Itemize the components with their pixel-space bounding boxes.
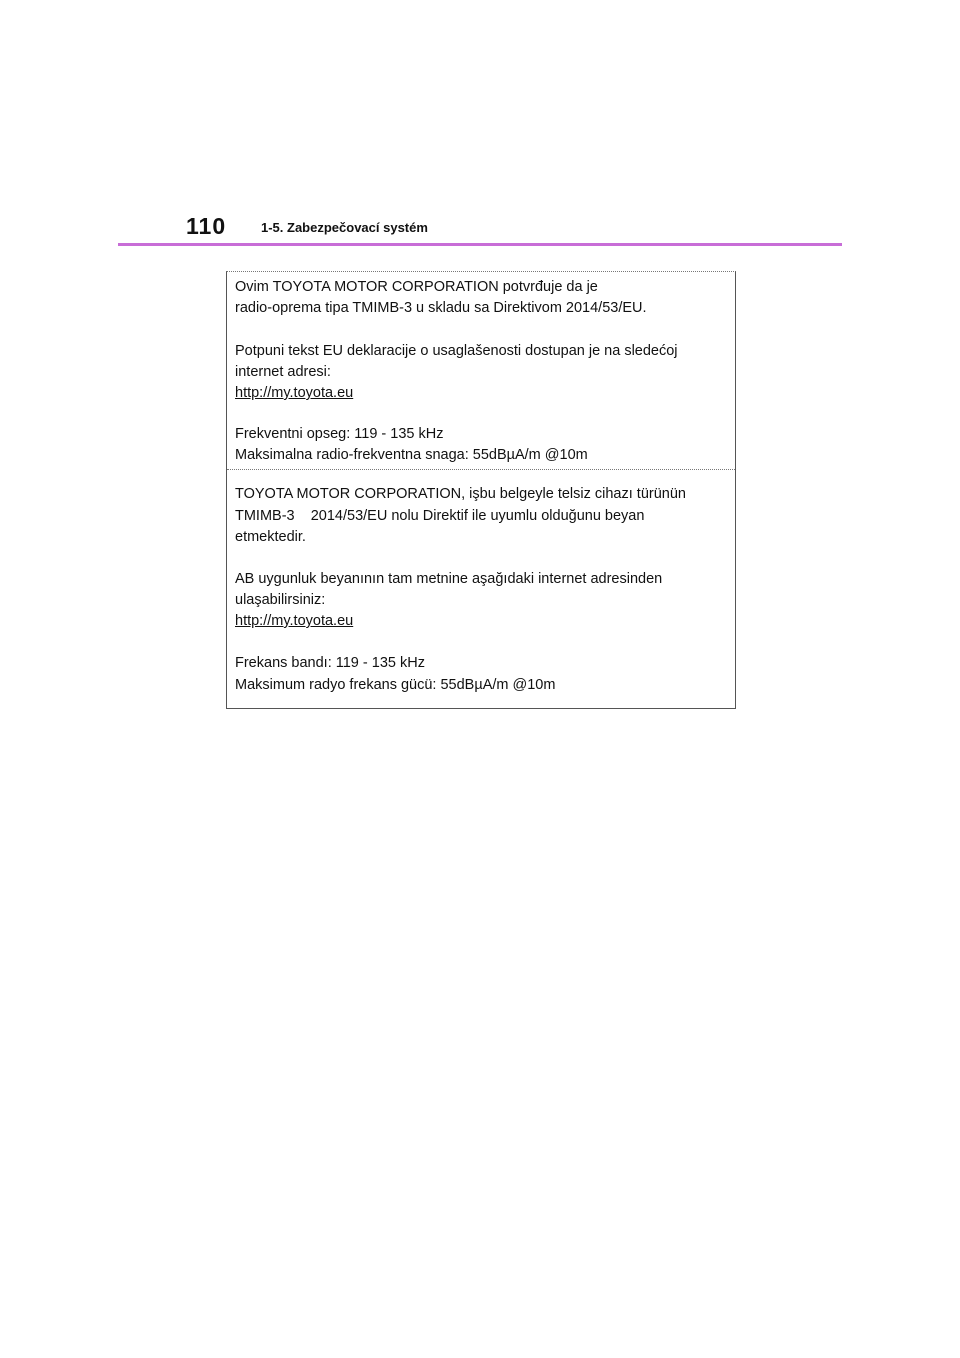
- serbian-line-6: Maksimalna radio-frekventna snaga: 55dBµA/m @10m: [235, 447, 588, 463]
- serbian-line-5: Frekventni opseg: 119 - 135 kHz: [235, 426, 444, 442]
- serbian-declaration: [227, 272, 735, 468]
- turkish-url-link[interactable]: http://my.toyota.eu: [235, 613, 354, 629]
- turkish-line-2: TMIMB-3 2014/53/EU nolu Direktif ile uyumlu olduğunu beyan: [235, 508, 645, 524]
- turkish-declaration: [227, 469, 735, 709]
- serbian-line-1: Ovim TOYOTA MOTOR CORPORATION potvrđuje da je: [235, 279, 598, 295]
- turkish-line-6: Frekans bandı: 119 - 135 kHz: [235, 655, 425, 671]
- serbian-url-link[interactable]: http://my.toyota.eu: [235, 385, 354, 401]
- turkish-line-4: AB uygunluk beyanının tam metnine aşağıdaki internet adresinden: [235, 571, 663, 587]
- serbian-line-4: internet adresi:: [235, 364, 331, 380]
- turkish-line-7: Maksimum radyo frekans gücü: 55dBµA/m @10m: [235, 677, 556, 693]
- section-title: 1-5. Zabezpečovací systém: [261, 220, 428, 235]
- serbian-line-3: Potpuni tekst EU deklaracije o usaglašenosti dostupan je na sledećoj: [235, 343, 678, 359]
- turkish-line-5: ulaşabilirsiniz:: [235, 592, 326, 608]
- serbian-line-2: radio-oprema tipa TMIMB-3 u skladu sa Direktivom 2014/53/EU.: [235, 300, 647, 316]
- page-number: 110: [186, 213, 227, 239]
- turkish-line-1: TOYOTA MOTOR CORPORATION, işbu belgeyle telsiz cihazı türünün: [235, 486, 686, 502]
- header-rule: [118, 243, 842, 246]
- declaration-box: [226, 271, 736, 709]
- turkish-line-3: etmektedir.: [235, 529, 306, 545]
